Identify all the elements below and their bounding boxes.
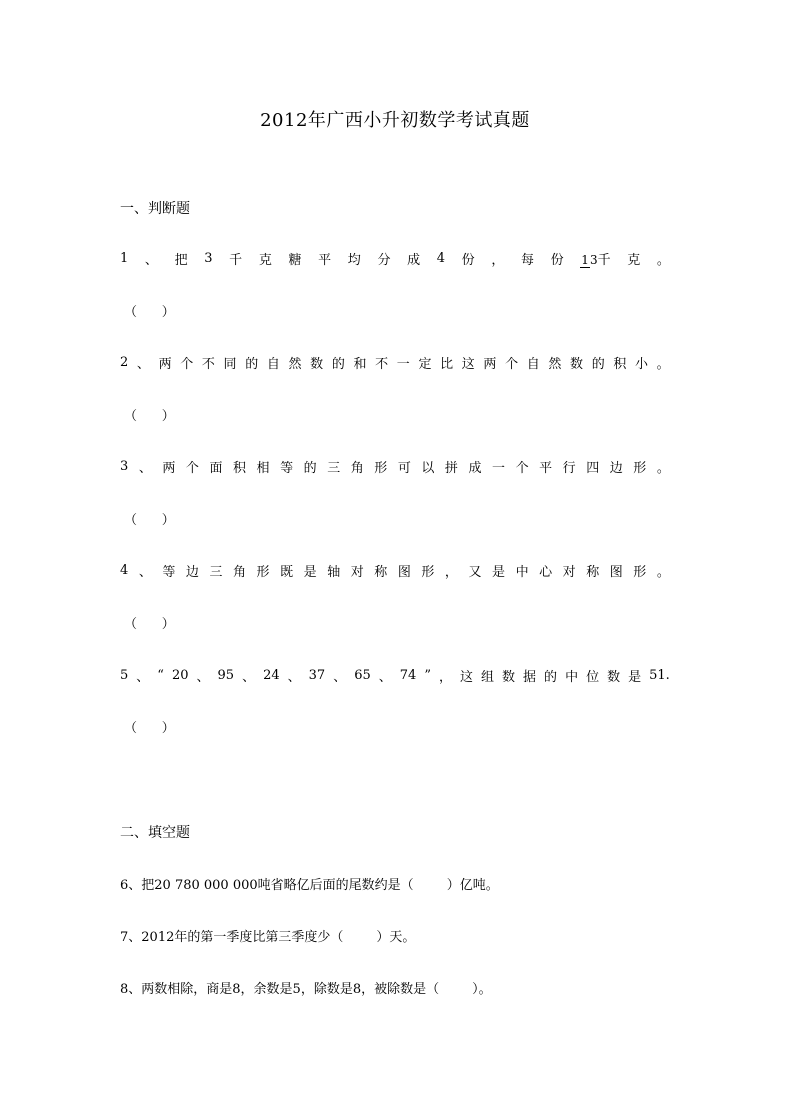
question-token: 对 [350,564,364,580]
question-token: 然 [548,356,562,372]
question-token: 37 [308,667,326,683]
question-token: 数 [310,356,324,372]
question-token: 5 [120,667,129,683]
question-token: 、 [138,460,152,476]
question-token: 4 [436,250,446,266]
question-token: 等 [162,564,176,580]
question-token: 成 [407,252,421,268]
question-6: 6、把20 780 000 000吨省略亿后面的尾数约是（ ）亿吨。 [120,878,499,893]
section-heading-fill-in: 二、填空题 [120,825,190,841]
question-token: 数 [607,669,621,685]
question-token: 行 [562,460,576,476]
question-token: 个 [515,460,529,476]
question-token: 把 [174,252,188,268]
question-7: 7、2012年的第一季度比第三季度少（ ）天。 [120,930,416,945]
question-token: 面 [209,460,223,476]
question-token: 的 [303,460,317,476]
question-token: 四 [586,460,600,476]
question-token: “ [157,667,164,683]
question-token: 以 [421,460,435,476]
question-token: 自 [266,356,280,372]
question-token: 称 [374,564,388,580]
question-token: 是 [303,564,317,580]
question-token: 等 [280,460,294,476]
question-token: 74 [399,667,417,683]
question-token: 中 [515,564,529,580]
question-token: 自 [526,356,540,372]
document-title: 2012年广西小升初数学考试真题 [260,110,530,131]
question-token: 糖 [288,252,302,268]
question-token: 据 [523,669,537,685]
question-5 [120,665,670,685]
question-token: 组 [481,669,495,685]
question-token: 51. [649,667,670,683]
question-token: 一 [492,460,506,476]
question-token: 、 [378,669,392,685]
fraction-one-third [580,249,610,268]
question-token: 角 [233,564,247,580]
question-token: 边 [185,564,199,580]
question-token: 个 [185,460,199,476]
question-token: ， [444,564,458,580]
question-token: 形 [256,564,270,580]
question-token: 形 [374,460,388,476]
question-token: 形 [633,460,647,476]
question-token: ” [424,667,431,683]
question-token: 份 [550,252,564,268]
question-token: 20 [171,667,189,683]
question-token: 。 [656,564,670,580]
question-token: 是 [628,669,642,685]
question-2 [120,352,670,372]
question-token: 边 [609,460,623,476]
question-token: 这 [459,669,473,685]
question-token: 克 [258,252,272,268]
question-token: 一 [396,356,410,372]
question-token: 份 [461,252,475,268]
question-token: 同 [223,356,237,372]
question-token: 均 [347,252,361,268]
question-token: 既 [280,564,294,580]
question-token: 千 [229,252,243,268]
question-token: 积 [613,356,627,372]
question-token: 。 [656,460,670,476]
question-token: 。 [656,356,670,372]
question-8: 8、两数相除，商是8，余数是5，除数是8，被除数是（ ）。 [120,982,492,997]
question-token: 千 [597,252,611,268]
question-token: 称 [586,564,600,580]
question-4 [120,560,670,580]
section-heading-judgement: 一、判断题 [120,201,190,217]
question-token: 的 [331,356,345,372]
question-token: 、 [242,669,256,685]
question-token: 分 [377,252,391,268]
question-token: 两 [158,356,172,372]
question-token: 然 [288,356,302,372]
question-token: 、 [144,252,158,268]
question-token: 图 [609,564,623,580]
answer-paren-1: （ ） [124,305,175,320]
question-token: 数 [502,669,516,685]
question-1 [120,242,670,274]
question-token: 不 [375,356,389,372]
question-token: 相 [256,460,270,476]
fraction-denominator: 3 [589,252,598,267]
question-token: 积 [233,460,247,476]
question-token: 平 [539,460,553,476]
answer-paren-5: （ ） [124,721,175,736]
question-token: 图 [397,564,411,580]
question-token: 、 [333,669,347,685]
question-token: 形 [421,564,435,580]
question-token: 、 [136,669,150,685]
question-token: 3 [204,250,213,266]
question-token: 1 [120,250,129,266]
question-token: 两 [483,356,497,372]
question-token: 成 [468,460,482,476]
question-token: 心 [539,564,553,580]
question-token: 65 [354,667,371,683]
question-token: 三 [327,460,341,476]
question-token: 、 [136,356,150,372]
question-token: 对 [562,564,576,580]
question-token: 个 [180,356,194,372]
fraction-numerator: 1 [581,252,589,267]
question-token: 个 [505,356,519,372]
question-token: ， [491,252,505,268]
question-token: 3 [120,458,129,474]
question-token: 这 [461,356,475,372]
question-token: 和 [353,356,367,372]
question-3 [120,456,670,476]
question-token: 可 [397,460,411,476]
question-token: 、 [287,669,301,685]
question-token: 轴 [327,564,341,580]
question-token: 形 [633,564,647,580]
question-token: 三 [209,564,223,580]
question-token: 4 [120,562,129,578]
question-token: 、 [196,669,210,685]
question-token: 的 [544,669,558,685]
answer-paren-3: （ ） [124,513,175,528]
question-token: 、 [138,564,152,580]
question-token: 又 [468,564,482,580]
question-token: 比 [440,356,454,372]
question-token: 每 [520,252,534,268]
answer-paren-4: （ ） [124,617,175,632]
question-token: 位 [586,669,600,685]
question-token: 95 [217,667,235,683]
question-token: 24 [263,667,280,683]
question-token: 平 [318,252,332,268]
question-token: 两 [162,460,176,476]
answer-paren-2: （ ） [124,409,175,424]
question-token: 。 [656,252,670,268]
question-token: 定 [418,356,432,372]
question-token: ， [438,669,452,685]
question-token: 拼 [444,460,458,476]
question-token: 2 [120,354,129,370]
question-token: 数 [570,356,584,372]
question-token: 的 [591,356,605,372]
question-token: 角 [350,460,364,476]
question-token: 克 [627,252,641,268]
question-token: 是 [492,564,506,580]
question-token: 不 [201,356,215,372]
question-token: 的 [245,356,259,372]
question-token: 中 [565,669,579,685]
question-token: 小 [635,356,649,372]
